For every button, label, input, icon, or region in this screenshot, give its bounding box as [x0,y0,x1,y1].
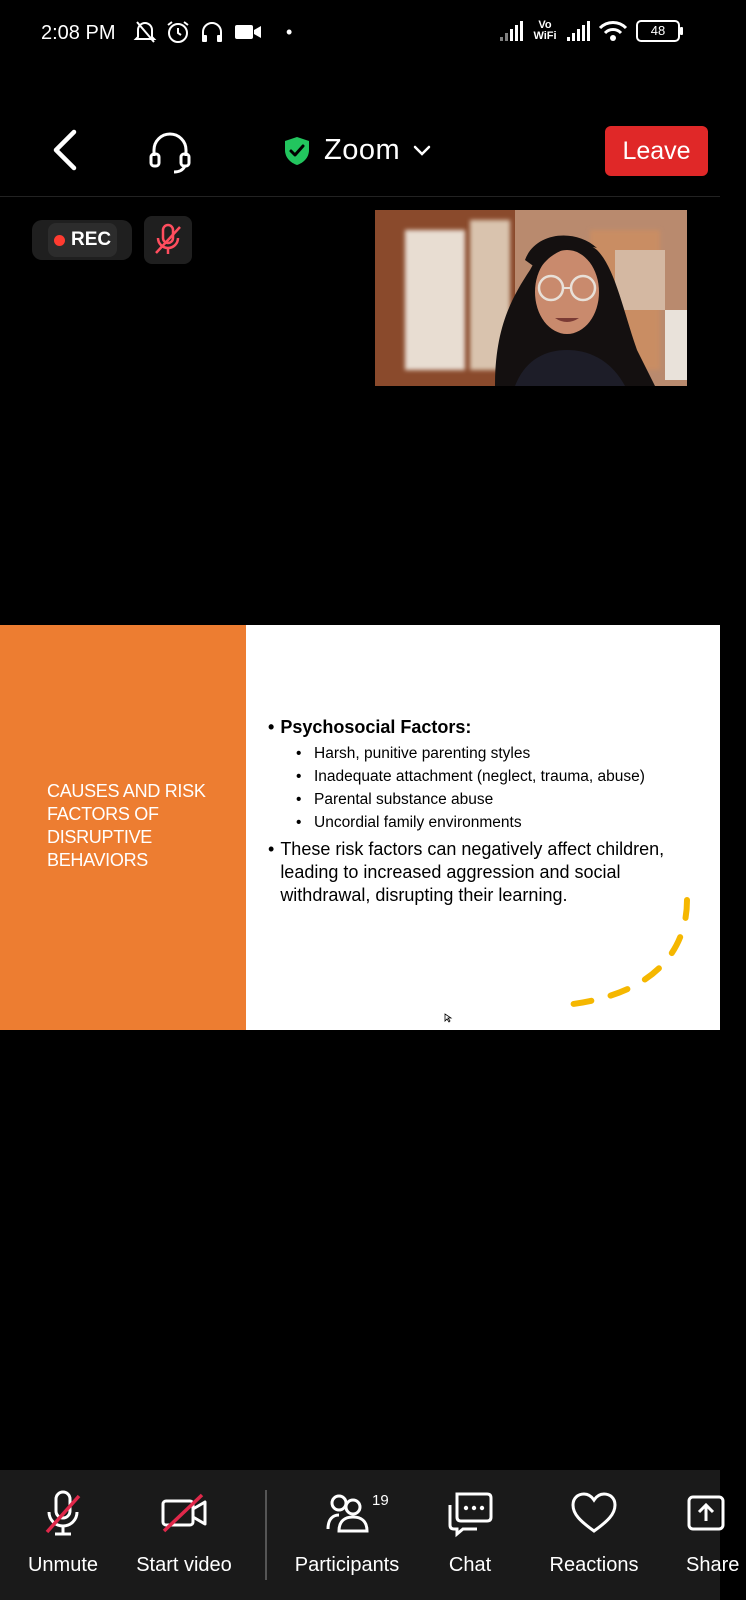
slide-heading-bullet [268,717,708,738]
share-button[interactable] [686,1490,746,1577]
slide-heading: Psychosocial Factors: [280,717,472,737]
status-time: 2:08 PM [41,22,116,44]
meeting-title: Zoom [324,134,401,166]
chat-icon [447,1491,493,1535]
chevron-down-icon [412,144,432,158]
share-label: Share [686,1554,740,1576]
video-off-icon [160,1493,208,1533]
bullet-icon: • [268,839,275,859]
back-button[interactable] [44,128,88,172]
microphone-off-icon [154,223,182,257]
unmute-button[interactable] [24,1490,102,1577]
participants-label: Participants [294,1554,400,1576]
meeting-toolbar [0,1470,740,1600]
wifi-icon [598,20,628,42]
headphones-icon [146,128,194,176]
toolbar-divider [265,1490,267,1580]
start-video-label: Start video [136,1554,232,1576]
slide-content [268,717,708,907]
meeting-title-dropdown[interactable] [282,134,432,167]
unmute-label: Unmute [27,1554,99,1576]
recording-label: REC [71,229,112,250]
list-item: • Harsh, punitive parenting styles [296,744,708,763]
slide-summary: These risk factors can negatively affect children, leading to increased aggression and social withdrawal, disrupting their learning. [280,839,665,905]
signal-icon [500,21,523,41]
battery-icon: 48 [636,20,680,42]
list-item: • Uncordial family environments [296,813,708,832]
annotation-arc [555,890,705,1010]
status-icons-right [500,20,680,42]
participants-count-badge: 19 [372,1492,389,1509]
status-icons-left [134,20,292,44]
microphone-off-icon [43,1490,83,1536]
recording-indicator[interactable] [32,220,132,260]
start-video-button[interactable] [130,1490,238,1577]
list-item: • Inadequate attachment (neglect, trauma, abuse) [296,767,708,786]
list-item: • Parental substance abuse [296,790,708,809]
notification-dot-icon: • [286,21,293,42]
record-dot-icon [54,235,65,246]
meeting-top-bar [0,120,720,197]
reactions-label: Reactions [549,1554,639,1576]
participants-icon [325,1493,369,1533]
slide-points-list [296,744,708,832]
chevron-left-icon [44,128,88,172]
chat-button[interactable] [440,1490,500,1577]
chat-label: Chat [448,1554,492,1576]
headset-icon [200,20,224,44]
slide-title-panel [0,625,246,1030]
leave-button[interactable]: Leave [605,126,708,176]
participant-video-tile[interactable] [375,210,687,386]
shield-check-icon [282,135,312,167]
signal-icon-2 [567,21,590,41]
muted-status-indicator [144,216,192,264]
alarm-icon [166,20,190,44]
mouse-cursor-icon [444,1013,452,1023]
slide-title: CAUSES AND RISK FACTORS OF DISRUPTIVE BEHAVIORS [47,781,206,870]
status-bar [0,0,720,70]
reactions-button[interactable] [546,1490,642,1577]
video-camera-icon [234,22,262,42]
network-label: Vo WiFi [533,19,557,42]
bell-off-icon [134,20,156,44]
participant-video-image [375,210,687,386]
share-screen-icon [686,1493,726,1533]
audio-switch-button[interactable] [146,128,194,176]
shared-slide[interactable] [0,625,720,1030]
heart-icon [570,1492,618,1534]
bullet-icon: • [268,717,275,737]
